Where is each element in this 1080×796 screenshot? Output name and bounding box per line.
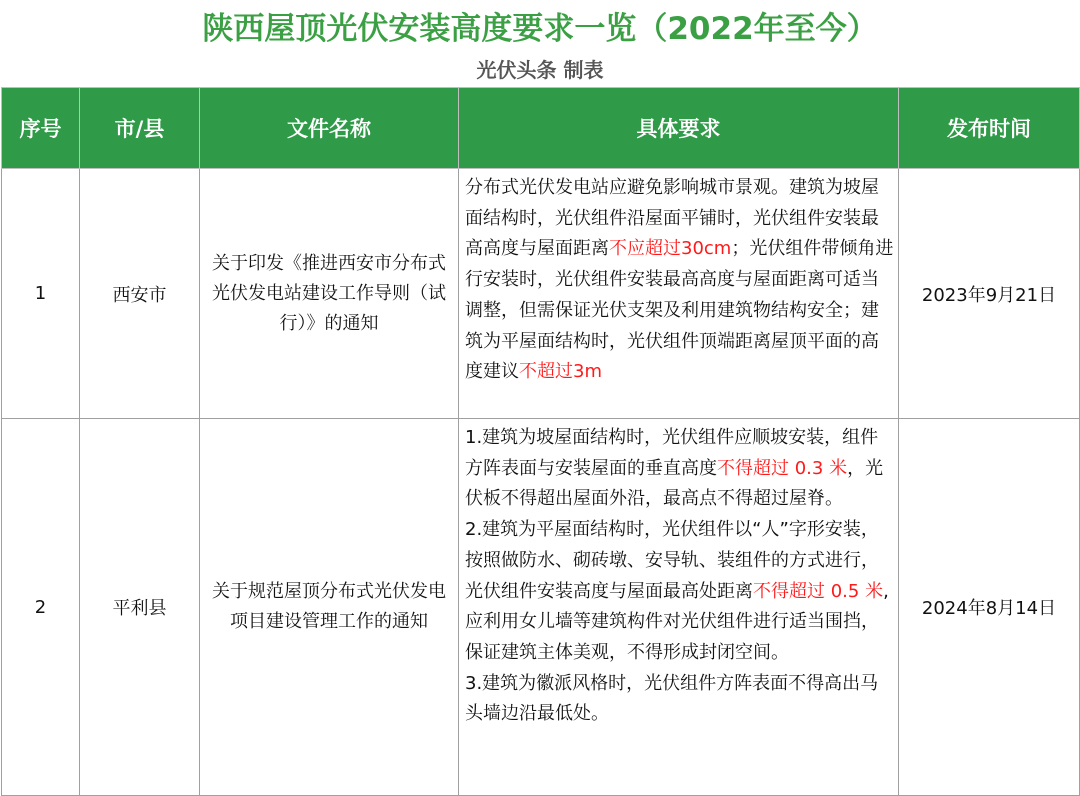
cell-date: 2024年8月14日 — [899, 419, 1080, 796]
requirement-text: ,应利用女儿墙等建筑构件对光伏组件进行适当围挡，保证建筑主体美观，不得形成封闭空间。 — [465, 580, 889, 663]
requirement-text: ；光伏组件带倾角进行安装时，光伏组件安装最高高度与屋面距离可适当调整，但需保证光伏支架及利用建筑物结构安全；建筑为平屋面结构时，光伏组件顶端距离屋顶平面的高度建议 — [465, 238, 894, 383]
cell-doc: 关于规范屋顶分布式光伏发电项目建设管理工作的通知 — [200, 419, 459, 796]
requirement-text: 2.建筑为平屋面结构时，光伏组件以“人”字形安装，按照做防水、砌砖墩、安导轨、装组件的方式进行，光伏组件安装高度与屋面最高处距离 — [465, 519, 879, 602]
highlight-text: 不超过3m — [519, 361, 602, 383]
highlight-text: 不得超过 0.3 米 — [717, 457, 848, 479]
cell-req — [459, 169, 899, 419]
cell-doc: 关于印发《推进西安市分布式光伏发电站建设工作导则（试行）》的通知 — [200, 169, 459, 419]
requirement-text: ，光伏板不得超出屋面外沿，最高点不得超过屋脊。 — [465, 457, 884, 510]
highlight-text: 不得超过 0.5 米 — [753, 580, 884, 602]
header-no: 序号 — [2, 88, 80, 169]
page-subtitle: 光伏头条 制表 — [476, 58, 604, 82]
cell-city: 平利县 — [80, 419, 200, 796]
requirement-text: 3.建筑为徽派风格时，光伏组件方阵表面不得高出马头墙边沿最低处。 — [465, 672, 879, 725]
table-row — [2, 169, 1080, 419]
cell-req — [459, 419, 899, 796]
highlight-text: 不应超过30cm — [609, 238, 732, 260]
page-title: 陕西屋顶光伏安装高度要求一览（2022年至今） — [202, 10, 878, 47]
cell-city: 西安市 — [80, 169, 200, 419]
header-req: 具体要求 — [459, 88, 899, 169]
cell-no: 2 — [2, 419, 80, 796]
cell-no: 1 — [2, 169, 80, 419]
table-row — [2, 419, 1080, 796]
cell-date: 2023年9月21日 — [899, 169, 1080, 419]
header-doc: 文件名称 — [200, 88, 459, 169]
table-header-row — [2, 88, 1080, 169]
header-date: 发布时间 — [899, 88, 1080, 169]
requirement-text: 分布式光伏发电站应避免影响城市景观。建筑为坡屋面结构时，光伏组件沿屋面平铺时，光伏组件安装最高高度与屋面距离 — [465, 177, 879, 260]
requirements-table — [1, 87, 1080, 796]
header-city: 市/县 — [80, 88, 200, 169]
requirement-text: 1.建筑为坡屋面结构时，光伏组件应顺坡安装，组件方阵表面与安装屋面的垂直高度 — [465, 427, 879, 479]
